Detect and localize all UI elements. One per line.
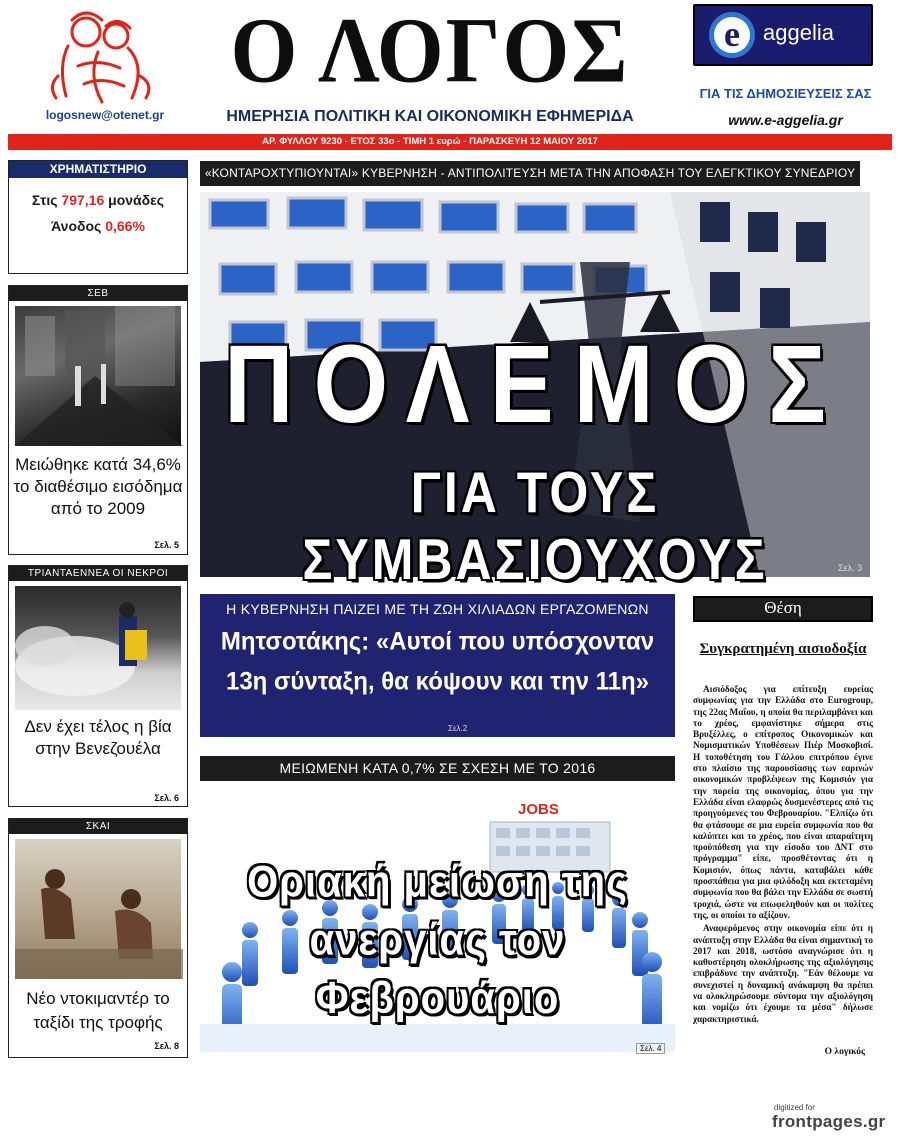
eaggelia-logo-text: aggelia xyxy=(763,20,834,45)
sidebar-story-header: ΤΡΙΑΝΤΑΕΝΝΕΑ ΟΙ ΝΕΚΡΟΙ xyxy=(9,566,187,581)
thesi-body xyxy=(693,684,873,1027)
thesi-header-label: Θέση xyxy=(764,598,802,617)
lead-headline: ΠΟΛΕΜΟΣ xyxy=(224,322,846,446)
sidebar-story-seb[interactable] xyxy=(8,285,188,555)
stock-index-line: Στις 797,16 μονάδες xyxy=(31,192,165,208)
thesi-header xyxy=(693,596,873,622)
contact-email[interactable]: logosnew@otenet.gr xyxy=(45,108,165,122)
sidebar-story-page: Σελ. 6 xyxy=(154,793,179,803)
unemployment-page-ref: Σελ. 4 xyxy=(636,1043,665,1054)
sidebar-story-caption: Νέο ντοκιμαντέρ το ταξίδι της τροφής xyxy=(26,989,170,1032)
stock-header: ΧΡΗΜΑΤΙΣΤΗΡΙΟ xyxy=(9,161,187,178)
thesi-title[interactable]: Συγκρατημένη αισιοδοξία xyxy=(699,641,867,657)
eaggelia-url[interactable]: www.e-aggelia.gr xyxy=(728,112,843,128)
jobs-label: JOBS xyxy=(518,801,559,818)
issue-info: ΑΡ. ΦΥΛΛΟΥ 9230 - ΕΤΟΣ 33ο - ΤΙΜΗ 1 ευρώ - ΠΑΡΑΣΚΕΥΗ 12 ΜΑΙΟΥ 2017 xyxy=(262,136,598,147)
sidebar-story-venezuela[interactable] xyxy=(8,565,188,807)
sidebar-story-caption: Δεν έχει τέλος η βία στην Βενεζουέλα xyxy=(24,717,172,758)
lead-subheadline: ΓΙΑ ΤΟΥΣ ΣΥΜΒΑΣΙΟΥΧΟΥΣ xyxy=(302,460,768,592)
sidebar-story-page: Σελ. 8 xyxy=(154,1041,179,1051)
stock-index-value: 797,16 xyxy=(61,192,105,208)
eaggelia-badge[interactable] xyxy=(693,4,873,66)
logo-emblem xyxy=(28,6,178,106)
eaggelia-logo-letter: e xyxy=(709,12,755,58)
unemployment-headline: Οριακή μείωση της ανεργίας τον Φεβρουάριο xyxy=(247,857,628,1023)
sidebar-story-caption: Μειώθηκε κατά 34,6% το διαθέσιμο εισόδημα από το 2009 xyxy=(13,455,183,518)
stock-change-line: Άνοδος 0,66% xyxy=(51,218,145,234)
sidebar-story-page: Σελ. 5 xyxy=(154,540,179,550)
mitsotakis-quote: Μητσοτάκης: «Αυτοί που υπόσχονταν 13η σύνταξη, θα κόψουν και την 11η» xyxy=(220,627,655,696)
thesi-paragraph: Αισιόδοξος για επίτευξη ευρείας συμφωνίας για την Ελλάδα στο Eurogroup, της 22ας Μαΐου, η οποία θα περιλαμβάνει και το χρέος, εμφανίστηκε σήμερα στις Βρυξέλλες, ο επίτροπος Οικονομικών και Νομισματικών Υποθέσεων Πιέρ Μοσκοβισί. Η τοποθέτηση του Γάλλου επιτρόπου έγινε στο πλαίσιο της παρουσίασης των εαρινών οικονομικών προβλέψεων της Κομισιόν για την πορεία της οικονομίας, όπου για την Ελλάδα είναι ελαφρώς δυσμενέστερες από τις προηγούμενες του Φεβρουαρίου. "Ελπίζω ότι θα φτάσουμε σε μια ευρεία συμφωνία που θα καλύπτει και το χρέος, που είναι απαραίτητη προϋπόθεση για την είσοδο του ΔΝΤ στο πρόγραμμα" είπε, προσθέτοντας ότι η Κομισιόν, όπως πάντα, καταβάλει κάθε προσπάθεια για μια φιλόδοξη και εκτεταμένη συμφωνία που θα βάλει την Ελλάδα σε σωστή τροχιά, ώστε να επωφεληθούν και οι πολίτες της, οι οποίοι το αξίζουν. xyxy=(693,684,873,920)
sidebar-story-photo xyxy=(15,586,181,710)
thesi-signature: Ο λογικός xyxy=(824,1047,865,1057)
mitsotakis-story[interactable] xyxy=(200,594,675,737)
newspaper-title: Ο ΛΟΓΟΣ xyxy=(230,0,630,102)
mitsotakis-kicker: Η ΚΥΒΕΡΝΗΣΗ ΠΑΙΖΕΙ ΜΕ ΤΗ ΖΩΗ ΧΙΛΙΑΔΩΝ ΕΡΓΑΖΟΜΕΝΩΝ xyxy=(226,601,649,617)
stock-box[interactable] xyxy=(8,160,188,274)
newspaper-subtitle: ΗΜΕΡΗΣΙΑ ΠΟΛΙΤΙΚΗ ΚΑΙ ΟΙΚΟΝΟΜΙΚΗ ΕΦΗΜΕΡΙΔΑ xyxy=(226,108,634,125)
watermark-line1: digitized for xyxy=(774,1103,815,1112)
sidebar-story-header: ΣΚΑΙ xyxy=(9,819,187,834)
unemployment-kicker: ΜΕΙΩΜΕΝΗ ΚΑΤΑ 0,7% ΣΕ ΣΧΕΣΗ ΜΕ ΤΟ 2016 xyxy=(200,756,675,781)
sidebar-story-photo xyxy=(15,306,181,446)
thesi-paragraph: Αναφερόμενος στην οικονομία είπε ότι η ανάπτυξη στην Ελλάδα θα είναι σημαντική το 2017 και 2018, ωστόσο αναγνώρισε ότι η καθυστέρηση ολοκλήρωσης της αξιολόγησης επιβράδυνε την ανάπτυξη. "Εάν θέλουμε να συνεχιστεί η δυναμική ανάκαμψη θα πρέπει να ολοκληρώσουμε σύντομα την αξιολόγηση και νομίζω ότι έχουμε τα μέσα" δήλωσε χαρακτηριστικά. xyxy=(693,923,873,1024)
eaggelia-tagline: ΓΙΑ ΤΙΣ ΔΗΜΟΣΙΕΥΣΕΙΣ ΣΑΣ xyxy=(699,86,872,101)
lead-page-ref: Σελ. 3 xyxy=(838,563,863,573)
lead-kicker: «ΚΟΝΤΑΡΟΧΤΥΠΙΟΥΝΤΑΙ» ΚΥΒΕΡΝΗΣΗ - ΑΝΤΙΠΟΛΙΤΕΥΣΗ ΜΕΤΑ ΤΗΝ ΑΠΟΦΑΣΗ ΤΟΥ ΕΛΕΓΚΤΙΚΟΥ ΣΥΝΕΔΡΙΟΥ xyxy=(200,161,860,186)
stock-change-value: 0,66% xyxy=(105,218,145,234)
sidebar-story-skai[interactable] xyxy=(8,818,188,1058)
mitsotakis-page-ref: Σελ.2 xyxy=(448,724,468,733)
sidebar-story-header: ΣΕΒ xyxy=(9,286,187,301)
sidebar-story-photo xyxy=(15,839,181,979)
watermark-line2: frontpages.gr xyxy=(772,1112,886,1131)
